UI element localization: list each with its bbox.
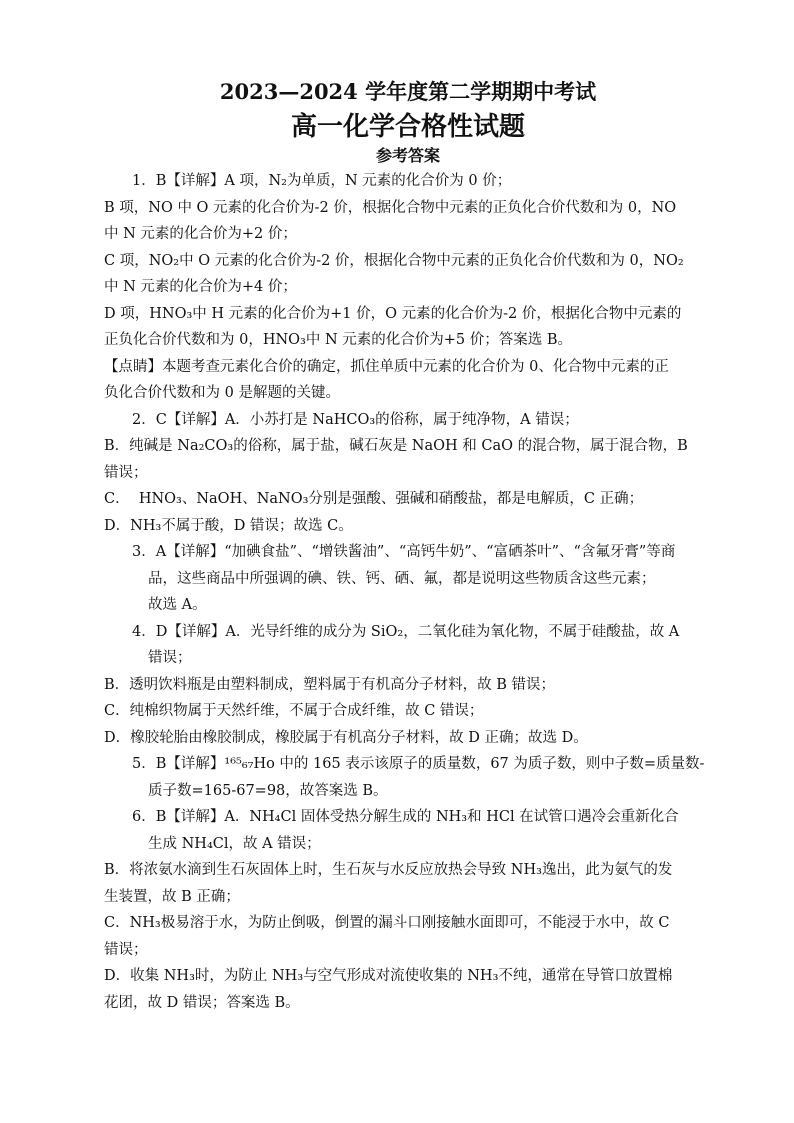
text-line: 中 N 元素的化合价为+2 价； bbox=[104, 226, 297, 242]
text-line: 故选 A。 bbox=[148, 597, 207, 613]
text-line: 负化合价代数和为 0 是解题的关键。 bbox=[104, 385, 340, 401]
text-line: C．纯棉织物属于天然纤维，不属于合成纤维，故 C 错误； bbox=[104, 703, 484, 719]
answer-body bbox=[104, 168, 712, 1016]
text-line: 5．B【详解】¹⁶⁵₆₇Ho 中的 165 表示该原子的质量数，67 为质子数，则中子数=质量数- bbox=[132, 756, 705, 772]
text-line: 错误； bbox=[104, 941, 148, 958]
text-line: D．收集 NH₃时，为防止 NH₃与空气形成对流使收集的 NH₃不纯，通常在导管口放置棉 bbox=[104, 968, 673, 984]
text-line: 1．B【详解】A 项，N₂为单质，N 元素的化合价为 0 价； bbox=[132, 173, 512, 189]
text-line: 4．D【详解】A．光导纤维的成分为 SiO₂，二氧化硅为氧化物，不属于硅酸盐，故 A bbox=[132, 623, 680, 640]
text-line: 生成 NH₄Cl，故 A 错误； bbox=[148, 835, 321, 852]
text-line: D 项，HNO₃中 H 元素的化合价为+1 价，O 元素的化合价为-2 价，根据化合物中元素的 bbox=[104, 305, 682, 322]
text-line: B．纯碱是 Na₂CO₃的俗称，属于盐，碱石灰是 NaOH 和 CaO 的混合物，属于混合物，B bbox=[104, 438, 688, 454]
text-line: 6．B【详解】A．NH₄Cl 固体受热分解生成的 NH₃和 HCl 在试管口遇冷会重新化合 bbox=[132, 809, 679, 825]
text-line: 生装置，故 B 正确； bbox=[104, 888, 240, 905]
text-line: C． HNO₃、NaOH、NaNO₃分别是强酸、强碱和硝酸盐，都是电解质，C 正确； bbox=[104, 491, 644, 507]
text-line: 2．C【详解】A．小苏打是 NaHCO₃的俗称，属于纯净物，A 错误； bbox=[132, 411, 579, 428]
text-line: D．橡胶轮胎由橡胶制成，橡胶属于有机高分子材料，故 D 正确；故选 D。 bbox=[104, 729, 588, 746]
text-line: 3．A【详解】“加碘食盐”、“增铁酱油”、“高钙牛奶”、“富硒茶叶”、“含氟牙膏”等商 bbox=[132, 544, 676, 560]
text-line: 质子数=165-67=98，故答案选 B。 bbox=[148, 782, 388, 799]
exam-title: 2023—2024 学年度第二学期期中考试 bbox=[219, 79, 597, 104]
text-line: D．NH₃不属于酸，D 错误；故选 C。 bbox=[104, 517, 353, 534]
text-line: 错误； bbox=[148, 650, 192, 666]
text-line: 正负化合价代数和为 0，HNO₃中 N 元素的化合价为+5 价；答案选 B。 bbox=[104, 332, 573, 348]
text-line: 错误； bbox=[104, 464, 148, 481]
text-line: B．将浓氨水滴到生石灰固体上时，生石灰与水反应放热会导致 NH₃逸出，此为氨气的发 bbox=[104, 862, 673, 878]
text-line: B 项，NO 中 O 元素的化合价为-2 价，根据化合物中元素的正负化合价代数和为 0，NO bbox=[104, 199, 677, 216]
text-line: C 项，NO₂中 O 元素的化合价为-2 价，根据化合物中元素的正负化合价代数和为 0，NO₂ bbox=[104, 252, 684, 269]
text-line: C．NH₃极易溶于水，为防止倒吸，倒置的漏斗口刚接触水面即可，不能浸于水中，故 C bbox=[104, 915, 670, 931]
text-line: B．透明饮料瓶是由塑料制成，塑料属于有机高分子材料，故 B 错误； bbox=[104, 676, 556, 693]
exam-subtitle: 高一化学合格性试题 bbox=[290, 112, 525, 142]
text-line: 【点睛】本题考查元素化合价的确定，抓住单质中元素的化合价为 0、化合物中元素的正 bbox=[104, 358, 669, 375]
text-line: 中 N 元素的化合价为+4 价； bbox=[104, 279, 297, 295]
text-line: 花团，故 D 错误；答案选 B。 bbox=[104, 994, 300, 1011]
section-heading: 参考答案 bbox=[375, 146, 440, 165]
text-line: 品，这些商品中所强调的碘、铁、钙、硒、氟，都是说明这些物质含这些元素； bbox=[148, 570, 656, 587]
